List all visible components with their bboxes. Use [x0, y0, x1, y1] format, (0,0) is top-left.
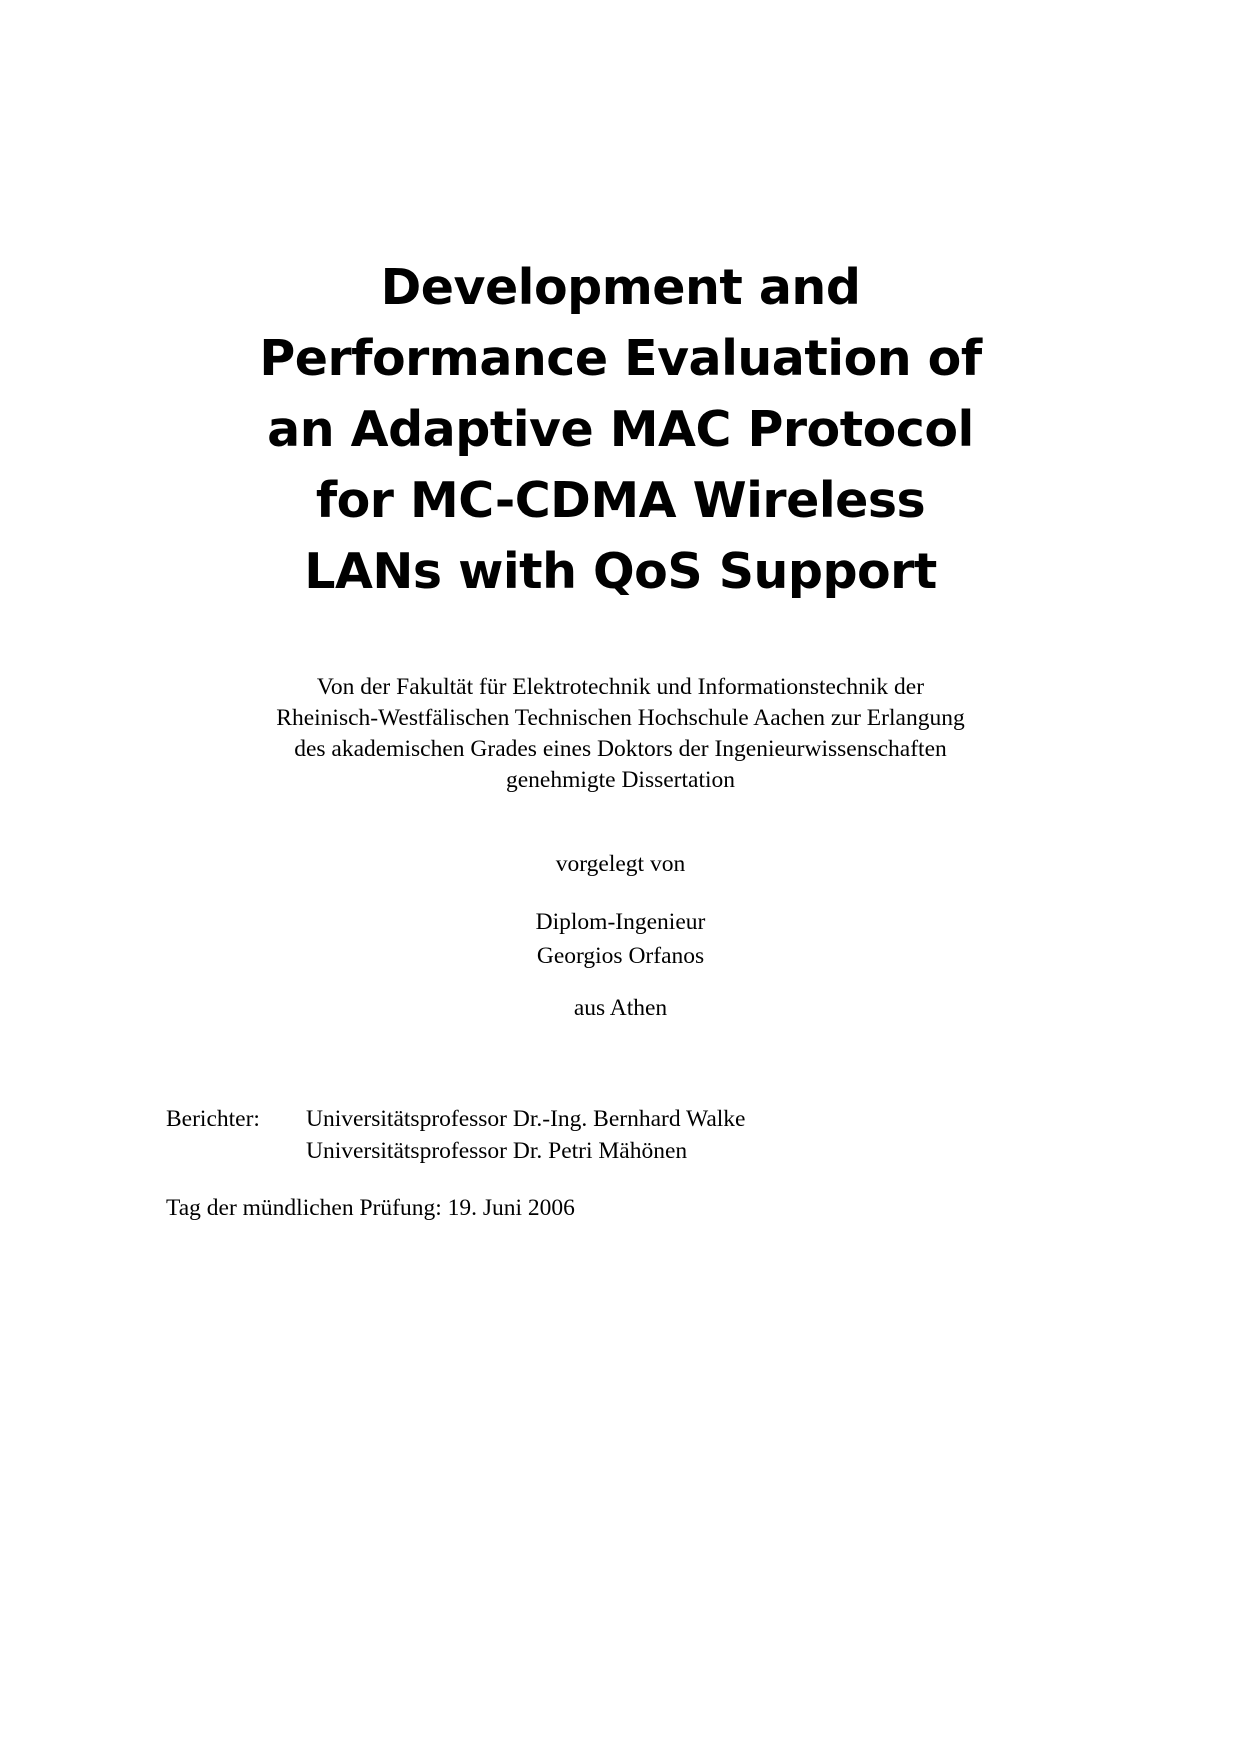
submitted-by-text: vorgelegt von [555, 851, 686, 877]
author-degree: Diplom-Ingenieur [535, 909, 706, 935]
author-origin-block [150, 992, 1091, 1025]
faculty-statement-line-3: des akademischen Grades eines Doktors der Ingenieurwissenschaften [294, 736, 947, 762]
title-line-2: Performance Evaluation of [259, 330, 982, 387]
exam-date: Tag der mündlichen Prüfung: 19. Juni 2006 [166, 1195, 575, 1221]
reviewers-label: Berichter: [166, 1106, 260, 1132]
faculty-statement [150, 672, 1091, 796]
page-title [150, 252, 1091, 607]
faculty-statement-line-4: genehmigte Dissertation [505, 767, 736, 793]
reviewers-row [166, 1103, 1066, 1167]
reviewer-name-1: Universitätsprofessor Dr.-Ing. Bernhard Walke [306, 1106, 746, 1132]
submitted-by-label [150, 848, 1091, 881]
title-line-1: Development and [380, 259, 861, 316]
faculty-statement-line-1: Von der Fakultät für Elektrotechnik und Informationstechnik der [316, 674, 925, 700]
title-line-3: an Adaptive MAC Protocol [267, 401, 974, 458]
author-info [150, 905, 1091, 973]
faculty-statement-line-2: Rheinisch-Westfälischen Technischen Hochschule Aachen zur Erlangung [276, 705, 965, 731]
title-line-4: for MC-CDMA Wireless [315, 472, 926, 529]
exam-date-section [166, 1192, 1066, 1224]
reviewers-section [166, 1103, 1066, 1167]
reviewer-name-2: Universitätsprofessor Dr. Petri Mähönen [306, 1138, 688, 1164]
reviewers-names [306, 1103, 746, 1167]
author-name: Georgios Orfanos [536, 943, 705, 969]
title-line-5: LANs with QoS Support [304, 543, 937, 600]
author-origin: aus Athen [573, 995, 668, 1021]
